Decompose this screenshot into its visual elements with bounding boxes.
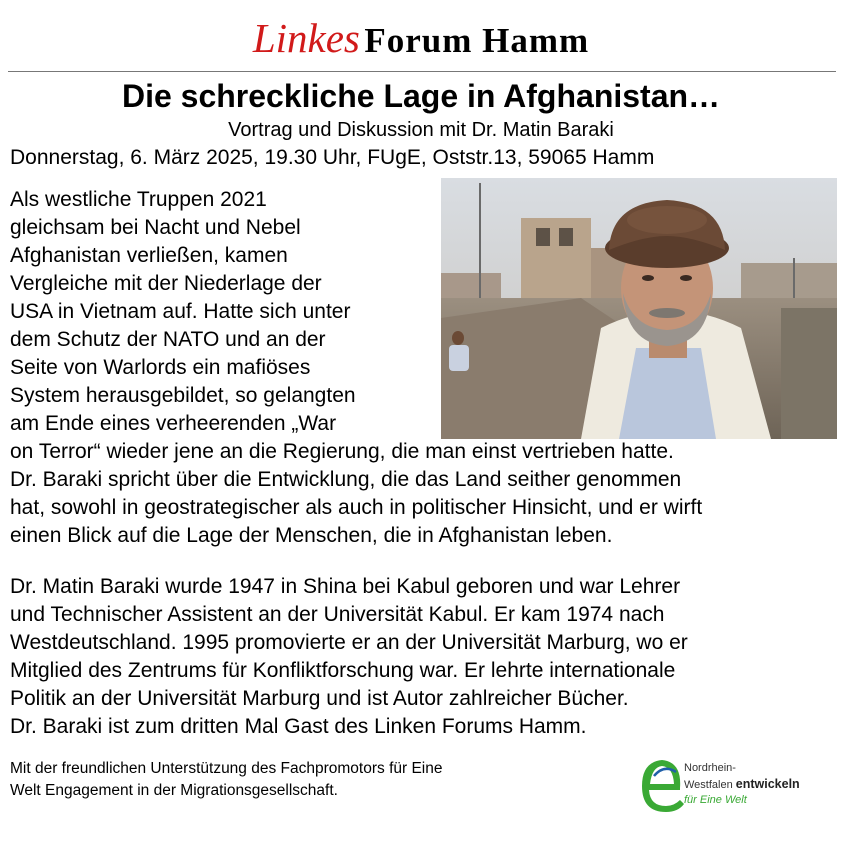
intro-line: gleichsam bei Nacht und Nebel — [10, 216, 301, 239]
intro-line: USA in Vietnam auf. Hatte sich unter — [10, 300, 351, 323]
masthead — [0, 14, 842, 62]
intro-line: System herausgebildet, so gelangten — [10, 384, 356, 407]
bio-line: Politik an der Universität Marburg und ist Autor zahlreicher Bücher. — [10, 687, 629, 710]
masthead-brand-forum-hamm: Forum Hamm — [364, 21, 590, 60]
bio-line: Dr. Matin Baraki wurde 1947 in Shina bei Kabul geboren und war Lehrer — [10, 575, 681, 598]
intro-line: Dr. Baraki spricht über die Entwicklung, die das Land seither genommen — [10, 468, 682, 491]
page-subtitle: Vortrag und Diskussion mit Dr. Matin Baraki — [228, 119, 614, 141]
intro-line: Afghanistan verließen, kamen — [10, 244, 288, 267]
logo-line-2 — [684, 778, 800, 792]
intro-line: Als westliche Truppen 2021 — [10, 188, 267, 211]
intro-line: Vergleiche mit der Niederlage der — [10, 272, 322, 295]
nrw-entwickeln-logo — [636, 754, 826, 818]
bio-line: Mitglied des Zentrums für Konfliktforschung war. Er lehrte internationale — [10, 659, 676, 682]
bio-line: Dr. Baraki ist zum dritten Mal Gast des Linken Forums Hamm. — [10, 715, 587, 738]
intro-line: am Ende eines verheerenden „War — [10, 412, 337, 435]
intro-paragraph-wrapped — [10, 186, 440, 438]
logo-entwickeln: entwickeln — [735, 777, 800, 791]
intro-line: Seite von Warlords ein mafiöses — [10, 356, 311, 379]
masthead-brand-linkes: Linkes — [252, 15, 360, 61]
support-line: Welt Engagement in der Migrationsgesellschaft. — [10, 782, 338, 799]
header-divider — [8, 71, 836, 72]
support-note — [10, 758, 610, 802]
intro-line: hat, sowohl in geostrategischer als auch in politischer Hinsicht, und er wirft — [10, 496, 703, 519]
bio-line: und Technischer Assistent an der Universität Kabul. Er kam 1974 nach — [10, 603, 665, 626]
intro-line: einen Blick auf die Lage der Menschen, die in Afghanistan leben. — [10, 524, 613, 547]
logo-westfalen: Westfalen — [684, 779, 733, 791]
speaker-photo-illustration — [441, 178, 837, 439]
page-title: Die schreckliche Lage in Afghanistan… — [121, 78, 721, 114]
event-details: Donnerstag, 6. März 2025, 19.30 Uhr, FUgE, Oststr.13, 59065 Hamm — [10, 146, 655, 169]
intro-line: dem Schutz der NATO und an der — [10, 328, 326, 351]
logo-line-1: Nordrhein- — [684, 762, 736, 774]
support-line: Mit der freundlichen Unterstützung des Fachpromotors für Eine — [10, 760, 443, 777]
logo-e-mark-icon — [636, 754, 688, 818]
intro-line: on Terror“ wieder jene an die Regierung, die man einst vertrieben hatte. — [10, 440, 674, 463]
speaker-photo — [441, 178, 837, 439]
bio-line: Westdeutschland. 1995 promovierte er an der Universität Marburg, wo er — [10, 631, 688, 654]
bio-paragraph — [10, 573, 840, 741]
intro-paragraph-continued — [10, 438, 840, 550]
logo-line-3: für Eine Welt — [684, 794, 747, 806]
